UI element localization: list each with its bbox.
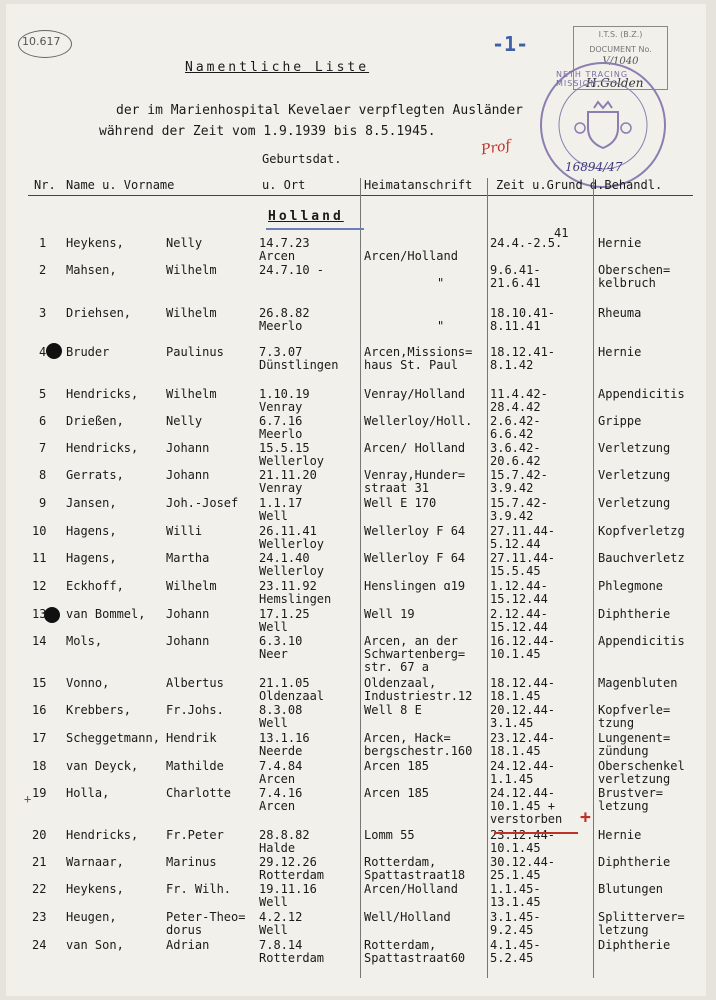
surname: Gerrats,	[66, 468, 124, 482]
row-number: 10	[32, 524, 47, 538]
birth-place: Meerlo	[259, 319, 303, 333]
row-number: 11	[32, 551, 47, 565]
birth-date: 24.7.10 -	[259, 263, 325, 277]
row-number: 8	[39, 468, 47, 482]
birth-date: 7.4.84	[259, 759, 303, 773]
first-name: Marinus	[166, 855, 217, 869]
birth-date: 19.11.16	[259, 882, 317, 896]
treatment-reason: Verletzung	[598, 468, 671, 482]
treatment-reason: Oberschenkel	[598, 759, 685, 773]
treatment-reason: Phlegmone	[598, 579, 664, 593]
address-line1: Wellerloy F 64	[364, 524, 466, 538]
death-mark: +	[580, 807, 591, 828]
surname: Heugen,	[66, 910, 117, 924]
period-start: 23.12.44-	[490, 828, 556, 842]
punch-hole	[46, 343, 62, 359]
row-number: 17	[32, 731, 47, 745]
birth-place: Arcen	[259, 249, 296, 263]
first-name: Martha	[166, 551, 210, 565]
address-line1: Venray/Holland	[364, 387, 466, 401]
period-end: 8.1.42	[490, 358, 534, 372]
birth-place: Dünstlingen	[259, 358, 339, 372]
address-line1: Oldenzaal,	[364, 676, 437, 690]
birth-date: 21.1.05	[259, 676, 310, 690]
period-end: 25.1.45	[490, 868, 541, 882]
period-end: 8.11.41	[490, 319, 541, 333]
period-end: 5.12.44	[490, 537, 541, 551]
surname: Eckhoff,	[66, 579, 124, 593]
first-name: Paulinus	[166, 345, 224, 359]
period-start: 20.12.44-	[490, 703, 556, 717]
period-start: 18.12.41-	[490, 345, 556, 359]
period-end: 10.1.45	[490, 647, 541, 661]
birth-date: 4.2.12	[259, 910, 303, 924]
birth-date: 15.5.15	[259, 441, 310, 455]
address-line2: Schwartenberg=	[364, 647, 466, 661]
period-end: 20.6.42	[490, 454, 541, 468]
row-number: 18	[32, 759, 47, 773]
address-line1: Rotterdam,	[364, 938, 437, 952]
first-name: Johann	[166, 634, 210, 648]
birth-date: 7.4.16	[259, 786, 303, 800]
subtitle-line2: während der Zeit vom 1.9.1939 bis 8.5.1945.	[99, 124, 436, 139]
first-name: Fr.Johs.	[166, 703, 224, 717]
birth-place: Rotterdam	[259, 951, 325, 965]
period-end: 15.12.44	[490, 592, 548, 606]
period-start: 16.12.44-	[490, 634, 556, 648]
treatment-reason: Brustver=	[598, 786, 664, 800]
birth-place: Well	[259, 509, 288, 523]
first-name: Nelly	[166, 236, 203, 250]
address-line1: Well 19	[364, 607, 415, 621]
birth-place: Wellerloy	[259, 537, 325, 551]
birth-date: 6.7.16	[259, 414, 303, 428]
birth-place: Venray	[259, 400, 303, 414]
period-end: 9.2.45	[490, 923, 534, 937]
treatment-reason: Diphtherie	[598, 607, 671, 621]
birth-date: 13.1.16	[259, 731, 310, 745]
treatment-reason-cont: kelbruch	[598, 276, 656, 290]
row-number: 20	[32, 828, 47, 842]
birth-place: Well	[259, 716, 288, 730]
col-birth-line1: Geburtsdat.	[262, 152, 342, 166]
treatment-reason: Diphtherie	[598, 938, 671, 952]
first-name: Mathilde	[166, 759, 224, 773]
document-title: Namentliche Liste	[185, 60, 370, 75]
birth-place: Well	[259, 923, 288, 937]
address-line3: str. 67 a	[364, 660, 430, 674]
address-line1: "	[437, 276, 445, 290]
birth-place: Hemslingen	[259, 592, 332, 606]
address-line2: Spattastraat18	[364, 868, 466, 882]
first-name: Adrian	[166, 938, 210, 952]
period-start: 9.6.41-	[490, 263, 541, 277]
treatment-reason: Hernie	[598, 236, 642, 250]
treatment-reason: Blutungen	[598, 882, 664, 896]
address-line2: bergschestr.160	[364, 744, 473, 758]
row-number: 14	[32, 634, 47, 648]
birth-place: Arcen	[259, 772, 296, 786]
period-start: 24.4.-2.5.	[490, 236, 563, 250]
address-line1: Arcen, an der	[364, 634, 458, 648]
birth-date: 1.1.17	[259, 496, 303, 510]
period-start: 23.12.44-	[490, 731, 556, 745]
address-line1: Lomm 55	[364, 828, 415, 842]
period-end: 5.2.45	[490, 951, 534, 965]
first-name: Nelly	[166, 414, 203, 428]
address-line1: "	[437, 319, 445, 333]
period-end: 10.1.45 +	[490, 799, 556, 813]
first-name: Fr.Peter	[166, 828, 224, 842]
surname: van Deyck,	[66, 759, 139, 773]
surname: Hagens,	[66, 524, 117, 538]
row-number: 16	[32, 703, 47, 717]
period-start: 4.1.45-	[490, 938, 541, 952]
first-name: Joh.-Josef	[166, 496, 239, 510]
first-name: Peter-Theo=	[166, 910, 246, 924]
birth-date: 8.3.08	[259, 703, 303, 717]
page-number: -1-	[492, 32, 529, 56]
birth-date: 28.8.82	[259, 828, 310, 842]
birth-place: Arcen	[259, 799, 296, 813]
birth-date: 29.12.26	[259, 855, 317, 869]
period-end: 3.9.42	[490, 481, 534, 495]
birth-place: Well	[259, 620, 288, 634]
treatment-reason: Rheuma	[598, 306, 642, 320]
treatment-reason: Verletzung	[598, 441, 671, 455]
address-line1: Arcen/Holland	[364, 882, 458, 896]
address-line1: Arcen 185	[364, 786, 430, 800]
period-end: 10.1.45	[490, 841, 541, 855]
period-end: 3.1.45	[490, 716, 534, 730]
period-end: 21.6.41	[490, 276, 541, 290]
birth-date: 17.1.25	[259, 607, 310, 621]
row-number: 21	[32, 855, 47, 869]
row-number: 4	[39, 345, 47, 359]
surname: Holla,	[66, 786, 110, 800]
first-name: Wilhelm	[166, 263, 217, 277]
surname: van Bommel,	[66, 607, 146, 621]
surname: Hendricks,	[66, 828, 139, 842]
period-start: 15.7.42-	[490, 496, 548, 510]
address-line1: Well E 170	[364, 496, 437, 510]
surname: Heykens,	[66, 882, 124, 896]
surname: Driehsen,	[66, 306, 132, 320]
address-line1: Well/Holland	[364, 910, 451, 924]
stamp-line1: I.T.S. (B.Z.)	[598, 30, 643, 39]
column-rule	[487, 178, 488, 978]
section-underline	[266, 228, 364, 230]
period-start: 18.12.44-	[490, 676, 556, 690]
period-end: 6.6.42	[490, 427, 534, 441]
treatment-reason: Magenbluten	[598, 676, 678, 690]
first-name: Hendrik	[166, 731, 217, 745]
period-start: 27.11.44-	[490, 524, 556, 538]
red-annotation: Prof	[479, 137, 512, 159]
seal-reference: 16894/47	[565, 160, 623, 174]
address-line2: Arcen/Holland	[364, 249, 458, 263]
birth-date: 26.8.82	[259, 306, 310, 320]
treatment-reason: Kopfverle=	[598, 703, 671, 717]
surname: Hendricks,	[66, 441, 139, 455]
treatment-reason: Grippe	[598, 414, 642, 428]
period-start: 30.12.44-	[490, 855, 556, 869]
col-birth-line2: u. Ort	[262, 178, 306, 192]
death-underline	[494, 832, 578, 834]
birth-place: Neerde	[259, 744, 303, 758]
address-line1: Wellerloy F 64	[364, 551, 466, 565]
period-end: 13.1.45	[490, 895, 541, 909]
row-number: 19	[32, 786, 47, 800]
stamp-number: V/1040	[602, 56, 639, 67]
surname: Warnaar,	[66, 855, 124, 869]
row-number: 6	[39, 414, 47, 428]
period-start: 1.1.45-	[490, 882, 541, 896]
birth-place: Halde	[259, 841, 296, 855]
birth-place: Oldenzaal	[259, 689, 325, 703]
first-name: Willi	[166, 524, 203, 538]
surname: van Son,	[66, 938, 124, 952]
section-heading: Holland	[268, 209, 344, 224]
birth-place: Wellerloy	[259, 564, 325, 578]
col-name: Name u. Vorname	[66, 178, 175, 192]
treatment-reason: Verletzung	[598, 496, 671, 510]
col-address: Heimatanschrift	[364, 178, 473, 192]
column-rule	[360, 178, 361, 978]
surname: Heykens,	[66, 236, 124, 250]
period-start: 24.12.44-	[490, 786, 556, 800]
birth-place: Neer	[259, 647, 288, 661]
birth-date: 7.8.14	[259, 938, 303, 952]
birth-date: 14.7.23	[259, 236, 310, 250]
first-name: Johann	[166, 607, 210, 621]
row-number: 3	[39, 306, 47, 320]
period-start: 18.10.41-	[490, 306, 556, 320]
birth-date: 7.3.07	[259, 345, 303, 359]
treatment-reason: Hernie	[598, 345, 642, 359]
row-number: 23	[32, 910, 47, 924]
first-name: Wilhelm	[166, 387, 217, 401]
stamp-line2: DOCUMENT No.	[589, 45, 652, 54]
birth-date: 1.10.19	[259, 387, 310, 401]
treatment-reason: Appendicitis	[598, 387, 685, 401]
first-name: Wilhelm	[166, 579, 217, 593]
surname: Krebbers,	[66, 703, 132, 717]
period-start: 15.7.42-	[490, 468, 548, 482]
address-line1: Rotterdam,	[364, 855, 437, 869]
period-start: 27.11.44-	[490, 551, 556, 565]
period-end: 1.1.45	[490, 772, 534, 786]
birth-date: 6.3.10	[259, 634, 303, 648]
address-line2: straat 31	[364, 481, 430, 495]
period-end: 28.4.42	[490, 400, 541, 414]
birth-place: Wellerloy	[259, 454, 325, 468]
first-name: Johann	[166, 441, 210, 455]
treatment-reason-cont: zündung	[598, 744, 649, 758]
treatment-reason-cont: letzung	[598, 799, 649, 813]
surname: Hagens,	[66, 551, 117, 565]
row-number: 24	[32, 938, 47, 952]
treatment-reason-cont: tzung	[598, 716, 635, 730]
first-name-cont: dorus	[166, 923, 203, 937]
seal-text: NETH TRACING MISSION	[556, 70, 629, 88]
treatment-reason-cont: letzung	[598, 923, 649, 937]
row-number: 15	[32, 676, 47, 690]
birth-date: 26.11.41	[259, 524, 317, 538]
death-mark-left: +	[24, 792, 32, 806]
surname: Mols,	[66, 634, 103, 648]
first-name: Charlotte	[166, 786, 232, 800]
treatment-reason: Kopfverletzg	[598, 524, 685, 538]
row-number: 22	[32, 882, 47, 896]
row-number: 7	[39, 441, 47, 455]
birth-place: Venray	[259, 481, 303, 495]
treatment-reason: Appendicitis	[598, 634, 685, 648]
column-rule	[593, 178, 594, 978]
signature: H.Golden	[586, 76, 644, 90]
first-name: Fr. Wilh.	[166, 882, 232, 896]
period-end: 3.9.42	[490, 509, 534, 523]
address-line1: Well 8 E	[364, 703, 422, 717]
period-start: 1.12.44-	[490, 579, 548, 593]
period-end: 18.1.45	[490, 744, 541, 758]
col-period: Zeit u.Grund d.Behandl.	[496, 178, 663, 192]
period-start: 11.4.42-	[490, 387, 548, 401]
row-number: 1	[39, 236, 47, 250]
surname: Hendricks,	[66, 387, 139, 401]
address-line1: Venray,Hunder=	[364, 468, 466, 482]
birth-place: Meerlo	[259, 427, 303, 441]
treatment-reason: Lungenent=	[598, 731, 671, 745]
period-end: 18.1.45	[490, 689, 541, 703]
first-name: Johann	[166, 468, 210, 482]
address-line1: Arcen, Hack=	[364, 731, 451, 745]
period-end: 15.12.44	[490, 620, 548, 634]
treatment-reason: Splitterver=	[598, 910, 685, 924]
period-end: 15.5.45	[490, 564, 541, 578]
period-start: 24.12.44-	[490, 759, 556, 773]
period-start: 3.1.45-	[490, 910, 541, 924]
row-number: 2	[39, 263, 47, 277]
treatment-reason: Diphtherie	[598, 855, 671, 869]
surname: Vonno,	[66, 676, 110, 690]
row-number: 12	[32, 579, 47, 593]
row-number: 9	[39, 496, 47, 510]
address-line1: Arcen/ Holland	[364, 441, 466, 455]
period-note: verstorben	[490, 812, 563, 826]
folio-number: 10.617	[22, 35, 61, 48]
birth-date: 24.1.40	[259, 551, 310, 565]
treatment-reason: Bauchverletz	[598, 551, 685, 565]
address-line1: Arcen,Missions=	[364, 345, 473, 359]
address-line2: haus St. Paul	[364, 358, 458, 372]
period-start: 3.6.42-	[490, 441, 541, 455]
surname: Mahsen,	[66, 263, 117, 277]
first-name: Albertus	[166, 676, 224, 690]
period-year: 41	[554, 226, 569, 240]
subtitle-line1: der im Marienhospital Kevelaer verpflegten Ausländer	[116, 103, 523, 118]
birth-place: Rotterdam	[259, 868, 325, 882]
address-line2: Industriestr.12	[364, 689, 473, 703]
surname: Scheggetmann,	[66, 731, 160, 745]
birth-date: 21.11.20	[259, 468, 317, 482]
address-line1: Wellerloy/Holl.	[364, 414, 473, 428]
surname: Drießen,	[66, 414, 124, 428]
birth-date: 23.11.92	[259, 579, 317, 593]
period-start: 2.6.42-	[490, 414, 541, 428]
birth-place: Well	[259, 895, 288, 909]
col-nr: Nr.	[34, 178, 56, 192]
address-line1: Henslingen ɑ19	[364, 579, 466, 593]
period-start: 2.12.44-	[490, 607, 548, 621]
address-line1: Arcen 185	[364, 759, 430, 773]
treatment-reason: Oberschen=	[598, 263, 671, 277]
row-number: 13	[32, 607, 47, 621]
surname: Jansen,	[66, 496, 117, 510]
address-line2: Spattastraat60	[364, 951, 466, 965]
treatment-reason: Hernie	[598, 828, 642, 842]
treatment-reason-cont: verletzung	[598, 772, 671, 786]
surname: Bruder	[66, 345, 110, 359]
first-name: Wilhelm	[166, 306, 217, 320]
row-number: 5	[39, 387, 47, 401]
